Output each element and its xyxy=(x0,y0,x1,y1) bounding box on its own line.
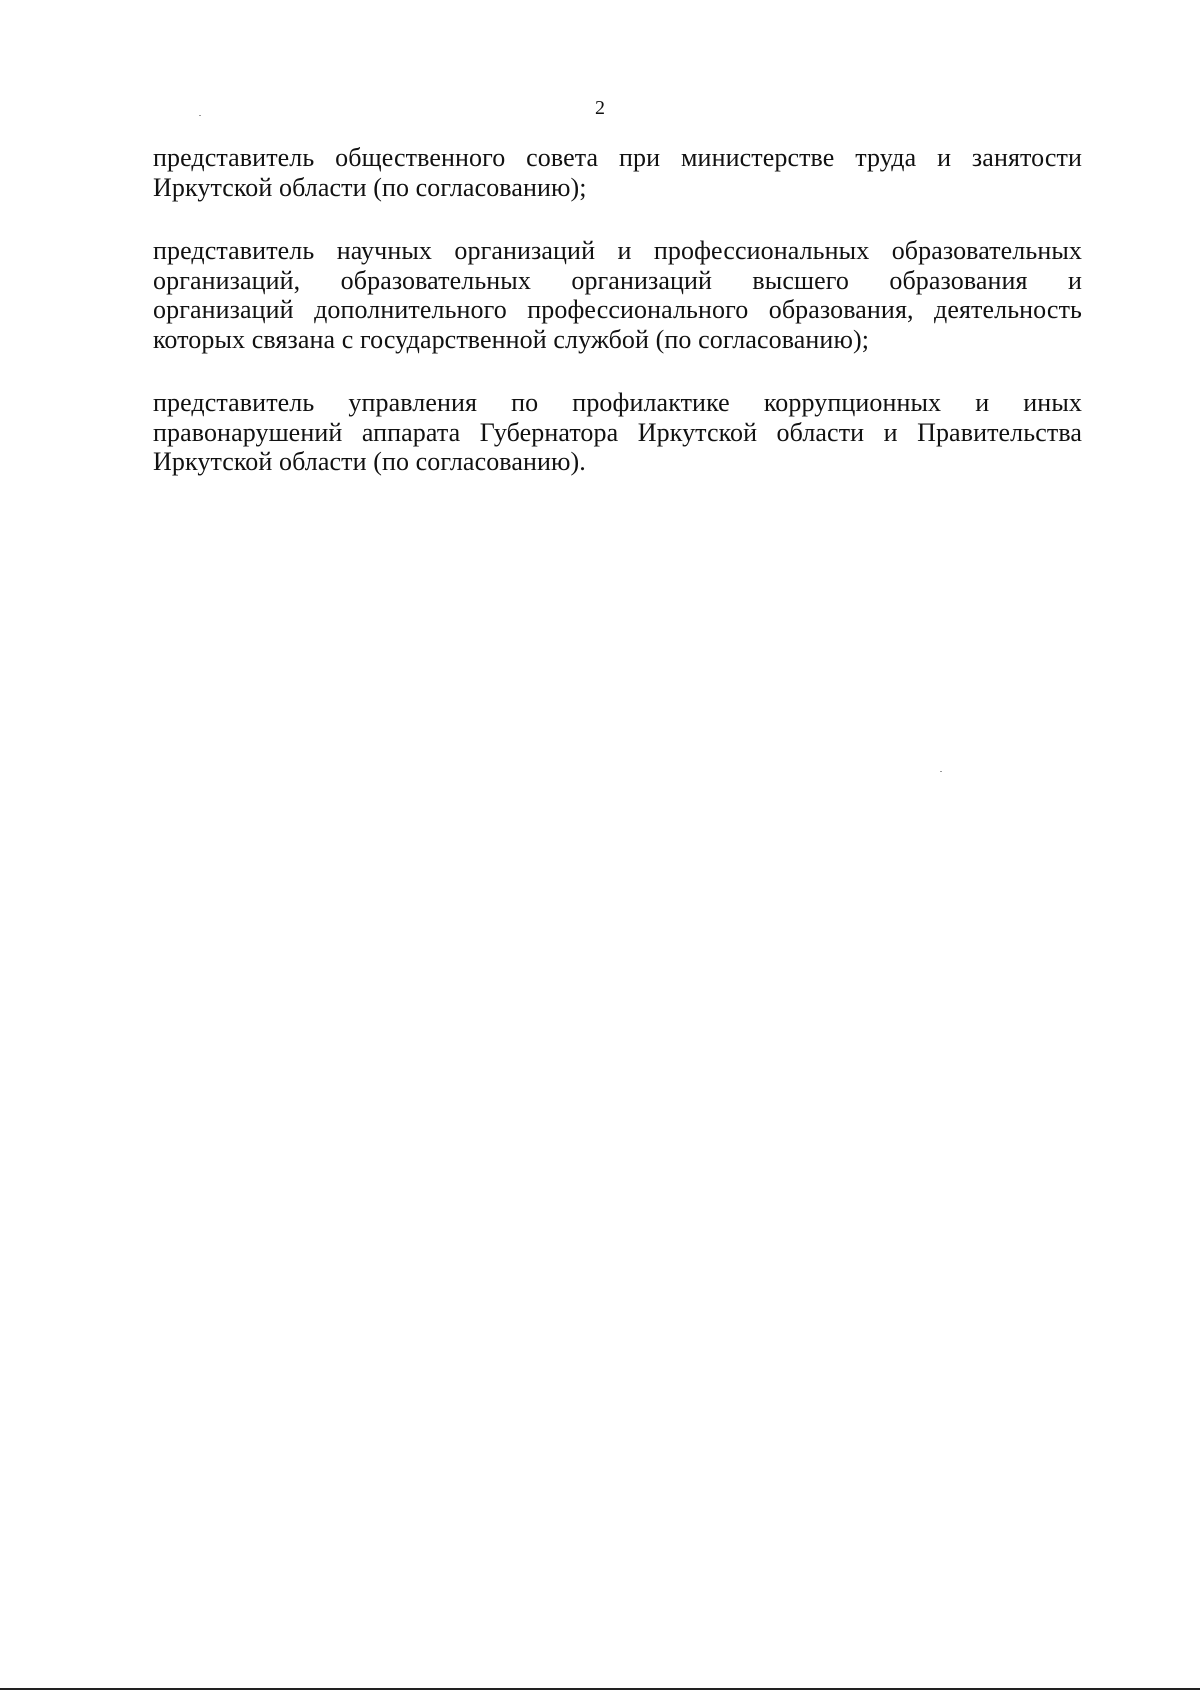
scan-speck xyxy=(199,115,201,116)
document-body xyxy=(153,143,1082,511)
paragraph-line: представитель общественного совета при министерстве труда и занятости xyxy=(153,143,1082,172)
paragraph-line: организаций, образовательных организаций высшего образования и xyxy=(153,265,1082,295)
paragraph-line: Иркутской области (по согласованию). xyxy=(153,447,586,476)
paragraph-line: представитель научных организаций и профессиональных образовательных xyxy=(153,236,1082,265)
paragraph-anticorruption-department xyxy=(153,388,1082,477)
paragraph-line: правонарушений аппарата Губернатора Иркутской области и Правительства xyxy=(153,417,1082,447)
page-number: 2 xyxy=(595,97,605,119)
paragraph-line: Иркутской области (по согласованию); xyxy=(153,172,587,202)
scan-speck xyxy=(940,771,942,772)
paragraph-line: представитель управления по профилактике коррупционных и иных xyxy=(153,388,1082,417)
paragraph-line: организаций дополнительного профессионального образования, деятельность xyxy=(153,295,1082,324)
paragraph-public-council xyxy=(153,143,1082,202)
paragraph-line: которых связана с государственной службой (по согласованию); xyxy=(153,324,870,354)
paragraph-scientific-organizations xyxy=(153,236,1082,354)
bottom-scan-edge xyxy=(0,1688,1200,1690)
